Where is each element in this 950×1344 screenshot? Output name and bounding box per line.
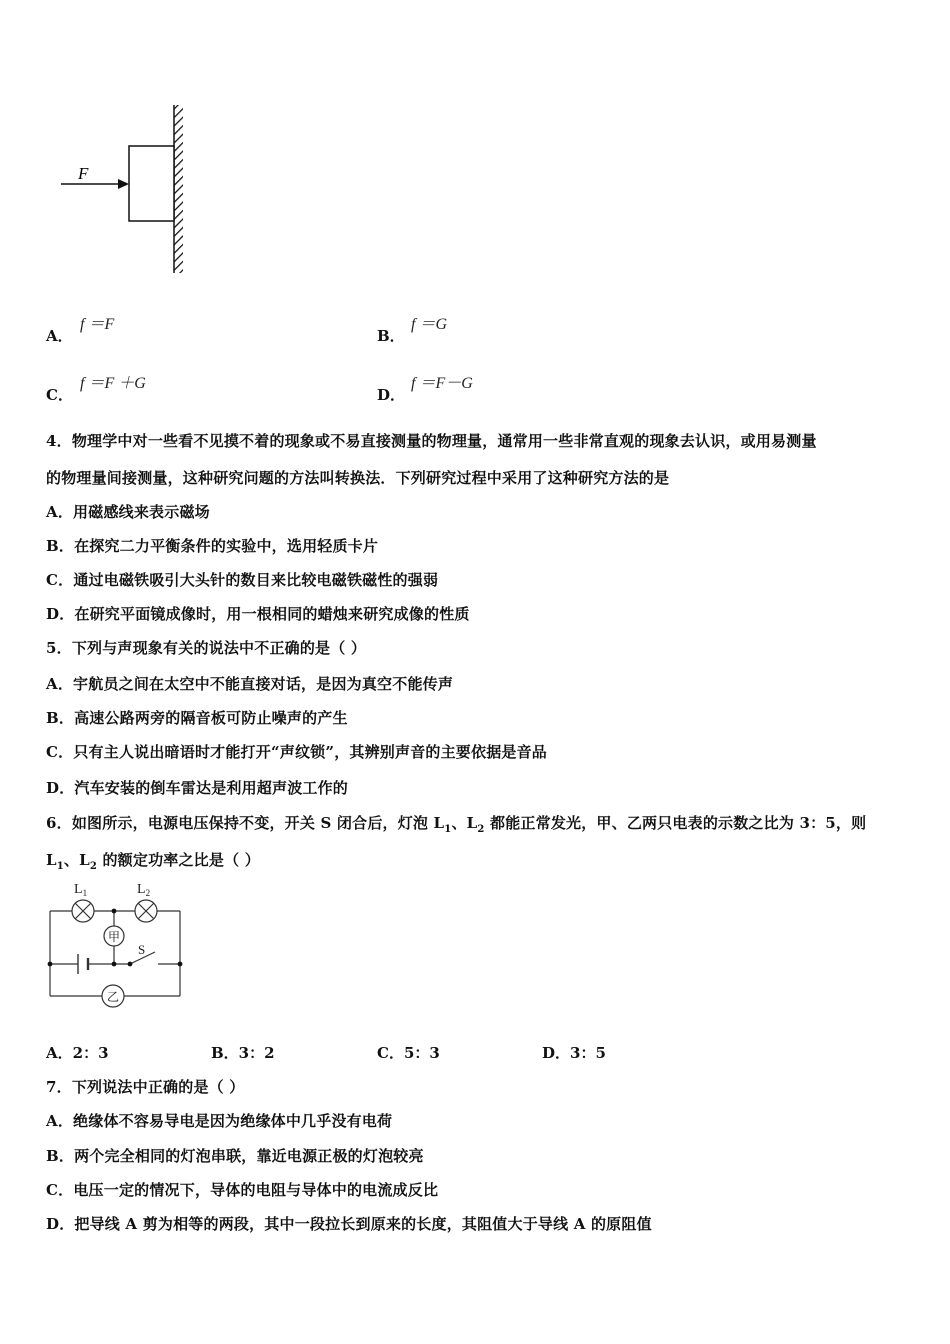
q6-sub-2: 2	[477, 824, 485, 835]
q6-stem-line1	[46, 812, 866, 835]
q5-option-a: A．宇航员之间在太空中不能直接对话，是因为真空不能传声	[46, 675, 454, 693]
q6-option-d: D．3：5	[542, 1044, 606, 1062]
q6-sub-1: 1	[444, 824, 452, 835]
q7-option-a: A．绝缘体不容易导电是因为绝缘体中几乎没有电荷	[46, 1112, 393, 1130]
q5-option-c: C．只有主人说出暗语时才能打开“声纹锁”，其辨别声音的主要依据是音品	[46, 743, 547, 761]
q5-stem: 5．下列与声现象有关的说法中不正确的是（ ）	[46, 639, 367, 657]
wall	[174, 105, 183, 273]
q6-line2-sub2: 2	[89, 861, 98, 872]
q6-option-a: A．2：3	[46, 1044, 109, 1062]
label-l2-main: L	[137, 882, 146, 897]
q6-stem-line2	[46, 849, 260, 872]
q4-option-a: A．用磁感线来表示磁场	[46, 503, 210, 521]
q3-option-c-formula: f ＝F ＋G	[80, 375, 146, 392]
q6-stem-part1: 6．如图所示，电源电压保持不变，开关 S 闭合后，灯泡 L	[46, 814, 445, 832]
label-l1-sub: 1	[82, 888, 88, 898]
q3-option-c-label: C．	[46, 386, 73, 404]
q6-line2-sub1: 1	[56, 861, 64, 872]
q6-sep: 、L	[451, 814, 478, 832]
label-l2	[137, 882, 150, 898]
q5-option-b: B．高速公路两旁的隔音板可防止噪声的产生	[46, 709, 348, 727]
wall-force-figure	[55, 100, 195, 280]
q4-option-d: D．在研究平面镜成像时，用一根相同的蜡烛来研究成像的性质	[46, 605, 470, 623]
label-switch: S	[138, 942, 146, 957]
q4-stem-line2: 的物理量间接测量，这种研究问题的方法叫转换法．下列研究过程中采用了这种研究方法的是	[46, 469, 670, 487]
q4-option-b: B．在探究二力平衡条件的实验中，选用轻质卡片	[46, 537, 379, 555]
q3-option-b-label: B．	[377, 327, 405, 345]
q7-stem: 7．下列说法中正确的是（ ）	[46, 1078, 245, 1096]
q7-option-c: C．电压一定的情况下，导体的电阻与导体中的电流成反比	[46, 1181, 439, 1199]
meter-jia-label: 甲	[107, 930, 121, 944]
force-label: F	[78, 164, 89, 183]
q6-stem-part2: 都能正常发光，甲、乙两只电表的示数之比为 3：5，则	[484, 814, 867, 832]
q3-option-a-label: A．	[46, 327, 73, 345]
q6-line2-l: L	[46, 851, 57, 869]
q7-option-d: D．把导线 A 剪为相等的两段，其中一段拉长到原来的长度，其阻值大于导线 A 的原阻值	[46, 1215, 652, 1233]
q4-option-c: C．通过电磁铁吸引大头针的数目来比较电磁铁磁性的强弱	[46, 571, 439, 589]
meter-jia	[104, 926, 124, 946]
label-l2-sub: 2	[145, 888, 151, 898]
q3-option-b-formula: f ＝G	[411, 316, 448, 333]
q3-option-a-formula: f ＝F	[80, 316, 115, 333]
lamp-l2	[135, 900, 157, 922]
q6-line2-rest: 的额定功率之比是（ ）	[97, 851, 260, 869]
block	[129, 146, 174, 221]
q6-option-b: B．3：2	[211, 1044, 275, 1062]
q7-option-b: B．两个完全相同的灯泡串联，靠近电源正极的灯泡较亮	[46, 1147, 424, 1165]
q3-option-d-label: D．	[377, 386, 406, 404]
meter-yi-label: 乙	[106, 990, 120, 1004]
lamp-l1	[72, 900, 94, 922]
q3-option-d-formula: f ＝F－G	[411, 375, 473, 392]
label-l1	[74, 882, 87, 898]
q5-option-d: D．汽车安装的倒车雷达是利用超声波工作的	[46, 779, 349, 797]
meter-yi	[102, 985, 124, 1007]
label-l1-main: L	[74, 882, 83, 897]
q6-option-c: C．5：3	[377, 1044, 440, 1062]
q4-stem-line1: 4．物理学中对一些看不见摸不着的现象或不易直接测量的物理量，通常用一些非常直观的现象去认识，或用易测量	[46, 432, 817, 450]
q6-line2-sep: 、L	[63, 851, 90, 869]
circuit-diagram	[40, 876, 200, 1011]
